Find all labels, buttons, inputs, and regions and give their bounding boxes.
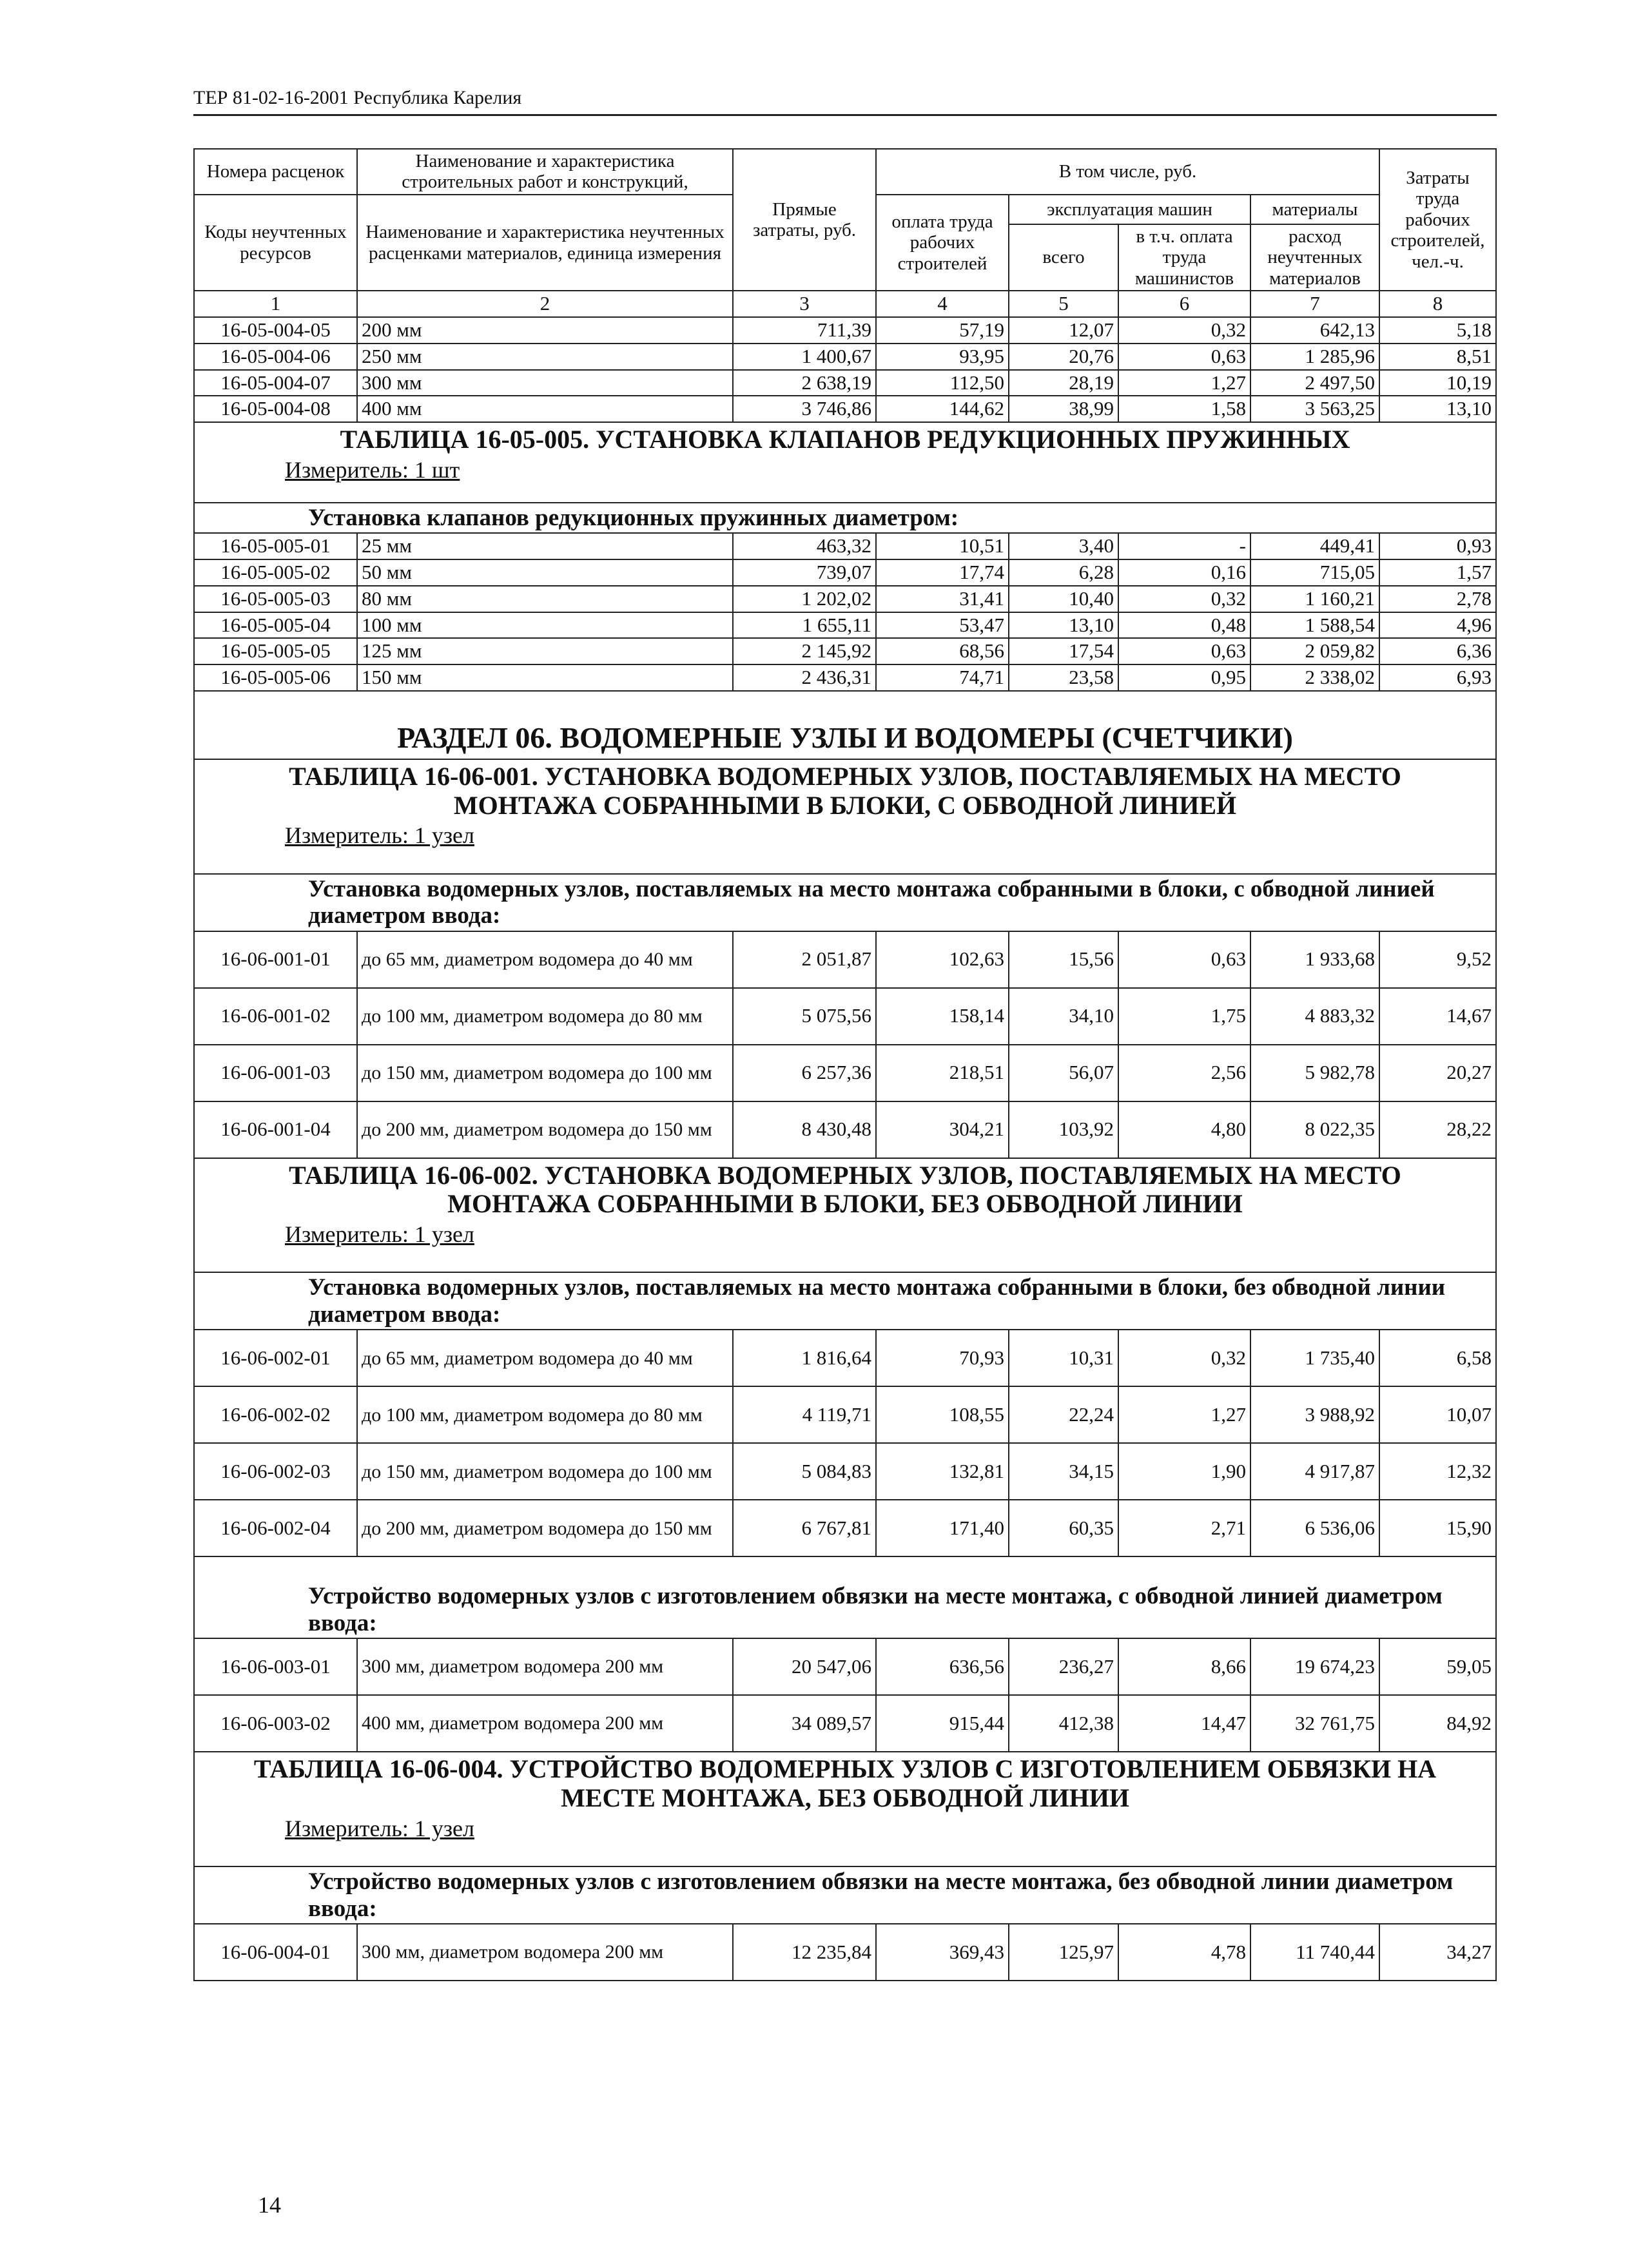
cell-direct-costs: 711,39 xyxy=(733,317,876,344)
cell-labor-costs: 84,92 xyxy=(1379,1695,1496,1752)
table-16-06-004 xyxy=(194,1752,1496,1924)
cell-work-name: 250 мм xyxy=(357,344,733,370)
cell-machines-wages: 0,63 xyxy=(1118,931,1250,988)
table-row xyxy=(194,988,1496,1045)
cell-machines-wages: 1,27 xyxy=(1118,1386,1250,1443)
cell-machines-wages: 1,75 xyxy=(1118,988,1250,1045)
cell-labor-costs: 13,10 xyxy=(1379,396,1496,422)
cell-machines-wages: 2,56 xyxy=(1118,1045,1250,1101)
cell-machines-total: 15,56 xyxy=(1009,931,1118,988)
cell-machines-wages: 0,95 xyxy=(1118,664,1250,691)
cell-work-name: 125 мм xyxy=(357,638,733,664)
cell-materials: 19 674,23 xyxy=(1250,1638,1379,1695)
table-row xyxy=(194,1386,1496,1443)
measure-text: Измеритель: 1 узел xyxy=(285,1815,474,1841)
cell-materials: 8 022,35 xyxy=(1250,1101,1379,1158)
cell-labor-costs: 12,32 xyxy=(1379,1443,1496,1500)
col-num: 2 xyxy=(357,291,733,317)
cell-machines-total: 23,58 xyxy=(1009,664,1118,691)
cell-machines-wages: 14,47 xyxy=(1118,1695,1250,1752)
cell-machines-total: 10,31 xyxy=(1009,1330,1118,1386)
rows-16-06-003 xyxy=(194,1638,1496,1752)
hdr-wages: оплата труда рабочих строителей xyxy=(876,195,1009,291)
cell-rate-code: 16-05-004-05 xyxy=(194,317,357,344)
cell-rate-code: 16-06-004-01 xyxy=(194,1924,357,1981)
cell-wages: 31,41 xyxy=(876,586,1009,612)
cell-direct-costs: 5 075,56 xyxy=(733,988,876,1045)
cell-rate-code: 16-06-003-02 xyxy=(194,1695,357,1752)
rows-16-06-002 xyxy=(194,1330,1496,1556)
table-caption xyxy=(194,1158,1496,1221)
group-title: Установка водомерных узлов, поставляемых на место монтажа собранными в блоки, с обводной линией диаметром ввода: xyxy=(194,874,1496,931)
table-row xyxy=(194,1101,1496,1158)
cell-labor-costs: 10,07 xyxy=(1379,1386,1496,1443)
cell-work-name: до 200 мм, диаметром водомера до 150 мм xyxy=(357,1101,733,1158)
section-06 xyxy=(194,691,1496,759)
table-row xyxy=(194,664,1496,691)
cell-wages: 158,14 xyxy=(876,988,1009,1045)
cell-labor-costs: 9,52 xyxy=(1379,931,1496,988)
cell-wages: 102,63 xyxy=(876,931,1009,988)
cell-direct-costs: 6 257,36 xyxy=(733,1045,876,1101)
cell-wages: 218,51 xyxy=(876,1045,1009,1101)
cell-direct-costs: 5 084,83 xyxy=(733,1443,876,1500)
cell-labor-costs: 15,90 xyxy=(1379,1500,1496,1556)
cell-labor-costs: 14,67 xyxy=(1379,988,1496,1045)
table-row xyxy=(194,533,1496,559)
cell-wages: 171,40 xyxy=(876,1500,1009,1556)
cell-wages: 68,56 xyxy=(876,638,1009,664)
table-row xyxy=(194,1500,1496,1556)
cell-machines-total: 12,07 xyxy=(1009,317,1118,344)
table-row xyxy=(194,586,1496,612)
table-row xyxy=(194,370,1496,396)
cell-wages: 304,21 xyxy=(876,1101,1009,1158)
cell-materials: 3 563,25 xyxy=(1250,396,1379,422)
table-16-06-001 xyxy=(194,759,1496,931)
cell-work-name: до 100 мм, диаметром водомера до 80 мм xyxy=(357,988,733,1045)
cell-materials: 1 285,96 xyxy=(1250,344,1379,370)
hdr-codes-bottom: Коды неучтенных ресурсов xyxy=(194,195,357,291)
measure-unit xyxy=(194,1814,1496,1866)
cell-machines-total: 103,92 xyxy=(1009,1101,1118,1158)
col-num: 7 xyxy=(1250,291,1379,317)
hdr-direct-costs: Прямые затраты, руб. xyxy=(733,149,876,291)
cell-wages: 93,95 xyxy=(876,344,1009,370)
cell-direct-costs: 6 767,81 xyxy=(733,1500,876,1556)
measure-text: Измеритель: 1 узел xyxy=(285,822,474,849)
rates-table xyxy=(193,148,1497,1981)
cell-rate-code: 16-06-001-04 xyxy=(194,1101,357,1158)
cell-labor-costs: 8,51 xyxy=(1379,344,1496,370)
table-16-05-005 xyxy=(194,422,1496,534)
cell-rate-code: 16-05-005-05 xyxy=(194,638,357,664)
cell-labor-costs: 6,36 xyxy=(1379,638,1496,664)
cell-machines-wages: 0,32 xyxy=(1118,317,1250,344)
cell-materials: 1 933,68 xyxy=(1250,931,1379,988)
cell-labor-costs: 0,93 xyxy=(1379,533,1496,559)
cell-direct-costs: 12 235,84 xyxy=(733,1924,876,1981)
table-row xyxy=(194,344,1496,370)
cell-machines-wages: 0,32 xyxy=(1118,586,1250,612)
cell-machines-total: 6,28 xyxy=(1009,559,1118,586)
cell-machines-total: 22,24 xyxy=(1009,1386,1118,1443)
col-num: 8 xyxy=(1379,291,1496,317)
measure-text: Измеритель: 1 узел xyxy=(285,1221,474,1248)
table-row xyxy=(194,1443,1496,1500)
group-title: Установка водомерных узлов, поставляемых на место монтажа собранными в блоки, без обводной линии диаметром ввода: xyxy=(194,1272,1496,1330)
page-number: 14 xyxy=(258,2192,281,2218)
cell-direct-costs: 34 089,57 xyxy=(733,1695,876,1752)
cell-rate-code: 16-06-002-04 xyxy=(194,1500,357,1556)
cell-machines-total: 34,15 xyxy=(1009,1443,1118,1500)
cell-wages: 636,56 xyxy=(876,1638,1009,1695)
cell-wages: 132,81 xyxy=(876,1443,1009,1500)
hdr-codes-top: Номера расценок xyxy=(194,149,357,195)
table-16-06-002 xyxy=(194,1158,1496,1330)
caption-line: ТАБЛИЦА 16-06-002. УСТАНОВКА ВОДОМЕРНЫХ УЗЛОВ, ПОСТАВЛЯЕМЫХ НА МЕСТО xyxy=(289,1160,1401,1190)
rows-16-05-004 xyxy=(194,317,1496,422)
cell-machines-wages: 1,90 xyxy=(1118,1443,1250,1500)
cell-machines-wages: 0,48 xyxy=(1118,612,1250,639)
table-row xyxy=(194,559,1496,586)
rows-16-05-005 xyxy=(194,533,1496,690)
cell-rate-code: 16-06-002-01 xyxy=(194,1330,357,1386)
section-title: РАЗДЕЛ 06. ВОДОМЕРНЫЕ УЗЛЫ И ВОДОМЕРЫ (СЧЕТЧИКИ) xyxy=(194,691,1496,759)
cell-direct-costs: 1 655,11 xyxy=(733,612,876,639)
rows-16-06-001 xyxy=(194,931,1496,1158)
cell-rate-code: 16-06-002-03 xyxy=(194,1443,357,1500)
cell-machines-total: 13,10 xyxy=(1009,612,1118,639)
cell-rate-code: 16-05-005-01 xyxy=(194,533,357,559)
cell-direct-costs: 739,07 xyxy=(733,559,876,586)
hdr-labor: Затраты труда рабочих строителей, чел.-ч. xyxy=(1379,149,1496,291)
cell-direct-costs: 2 145,92 xyxy=(733,638,876,664)
cell-machines-total: 56,07 xyxy=(1009,1045,1118,1101)
caption-line: МОНТАЖА СОБРАННЫМИ В БЛОКИ, С ОБВОДНОЙ ЛИНИЕЙ xyxy=(453,790,1237,820)
table-row xyxy=(194,612,1496,639)
cell-rate-code: 16-05-004-07 xyxy=(194,370,357,396)
measure-unit xyxy=(194,456,1496,503)
hdr-materials-unaccounted: расход неучтенных материалов xyxy=(1250,224,1379,291)
cell-direct-costs: 463,32 xyxy=(733,533,876,559)
cell-direct-costs: 3 746,86 xyxy=(733,396,876,422)
cell-materials: 1 588,54 xyxy=(1250,612,1379,639)
cell-materials: 2 059,82 xyxy=(1250,638,1379,664)
cell-materials: 2 497,50 xyxy=(1250,370,1379,396)
cell-labor-costs: 6,93 xyxy=(1379,664,1496,691)
cell-work-name: 300 мм, диаметром водомера 200 мм xyxy=(357,1924,733,1981)
cell-machines-wages: 0,16 xyxy=(1118,559,1250,586)
cell-direct-costs: 1 816,64 xyxy=(733,1330,876,1386)
table-row xyxy=(194,1924,1496,1981)
cell-wages: 915,44 xyxy=(876,1695,1009,1752)
table-caption xyxy=(194,1752,1496,1814)
table-header xyxy=(194,149,1496,317)
cell-wages: 17,74 xyxy=(876,559,1009,586)
caption-line: ТАБЛИЦА 16-06-004. УСТРОЙСТВО ВОДОМЕРНЫХ УЗЛОВ С ИЗГОТОВЛЕНИЕМ ОБВЯЗКИ НА xyxy=(253,1754,1437,1784)
cell-rate-code: 16-06-001-02 xyxy=(194,988,357,1045)
cell-machines-wages: 0,32 xyxy=(1118,1330,1250,1386)
table-row xyxy=(194,317,1496,344)
cell-direct-costs: 2 638,19 xyxy=(733,370,876,396)
rows-16-06-004 xyxy=(194,1924,1496,1981)
group-title: Устройство водомерных узлов с изготовлением обвязки на месте монтажа, с обводной линией диаметром ввода: xyxy=(194,1556,1496,1638)
cell-machines-total: 17,54 xyxy=(1009,638,1118,664)
table-row xyxy=(194,1045,1496,1101)
cell-direct-costs: 1 202,02 xyxy=(733,586,876,612)
cell-machines-total: 3,40 xyxy=(1009,533,1118,559)
measure-text: Измеритель: 1 шт xyxy=(285,456,460,483)
cell-machines-total: 10,40 xyxy=(1009,586,1118,612)
cell-machines-wages: - xyxy=(1118,533,1250,559)
cell-work-name: до 150 мм, диаметром водомера до 100 мм xyxy=(357,1045,733,1101)
hdr-machines: эксплуатация машин xyxy=(1009,195,1250,224)
cell-labor-costs: 59,05 xyxy=(1379,1638,1496,1695)
cell-rate-code: 16-06-003-01 xyxy=(194,1638,357,1695)
cell-direct-costs: 2 051,87 xyxy=(733,931,876,988)
cell-rate-code: 16-06-001-03 xyxy=(194,1045,357,1101)
measure-unit xyxy=(194,1220,1496,1272)
cell-machines-wages: 4,78 xyxy=(1118,1924,1250,1981)
cell-labor-costs: 5,18 xyxy=(1379,317,1496,344)
cell-wages: 74,71 xyxy=(876,664,1009,691)
group-title: Устройство водомерных узлов с изготовлением обвязки на месте монтажа, без обводной линии диаметром ввода: xyxy=(194,1866,1496,1924)
hdr-machines-wages: в т.ч. оплата труда машинистов xyxy=(1118,224,1250,291)
cell-materials: 32 761,75 xyxy=(1250,1695,1379,1752)
cell-work-name: до 100 мм, диаметром водомера до 80 мм xyxy=(357,1386,733,1443)
cell-machines-total: 236,27 xyxy=(1009,1638,1118,1695)
cell-wages: 70,93 xyxy=(876,1330,1009,1386)
group-title: Установка клапанов редукционных пружинных диаметром: xyxy=(194,503,1496,533)
col-num: 3 xyxy=(733,291,876,317)
cell-materials: 11 740,44 xyxy=(1250,1924,1379,1981)
cell-rate-code: 16-05-005-02 xyxy=(194,559,357,586)
cell-wages: 10,51 xyxy=(876,533,1009,559)
cell-materials: 449,41 xyxy=(1250,533,1379,559)
cell-machines-wages: 0,63 xyxy=(1118,638,1250,664)
cell-wages: 369,43 xyxy=(876,1924,1009,1981)
cell-machines-total: 38,99 xyxy=(1009,396,1118,422)
cell-machines-total: 28,19 xyxy=(1009,370,1118,396)
cell-work-name: 400 мм, диаметром водомера 200 мм xyxy=(357,1695,733,1752)
cell-rate-code: 16-05-005-06 xyxy=(194,664,357,691)
hdr-machines-total: всего xyxy=(1009,224,1118,291)
cell-work-name: до 65 мм, диаметром водомера до 40 мм xyxy=(357,1330,733,1386)
table-caption: ТАБЛИЦА 16-05-005. УСТАНОВКА КЛАПАНОВ РЕДУКЦИОННЫХ ПРУЖИННЫХ xyxy=(194,422,1496,456)
caption-line: ТАБЛИЦА 16-06-001. УСТАНОВКА ВОДОМЕРНЫХ УЗЛОВ, ПОСТАВЛЯЕМЫХ НА МЕСТО xyxy=(289,761,1401,791)
table-16-06-003 xyxy=(194,1556,1496,1638)
caption-line: МОНТАЖА СОБРАННЫМИ В БЛОКИ, БЕЗ ОБВОДНОЙ ЛИНИИ xyxy=(447,1189,1243,1219)
cell-work-name: 150 мм xyxy=(357,664,733,691)
cell-work-name: 80 мм xyxy=(357,586,733,612)
cell-work-name: до 150 мм, диаметром водомера до 100 мм xyxy=(357,1443,733,1500)
cell-labor-costs: 1,57 xyxy=(1379,559,1496,586)
cell-materials: 4 883,32 xyxy=(1250,988,1379,1045)
cell-materials: 715,05 xyxy=(1250,559,1379,586)
cell-labor-costs: 28,22 xyxy=(1379,1101,1496,1158)
cell-labor-costs: 10,19 xyxy=(1379,370,1496,396)
cell-work-name: 25 мм xyxy=(357,533,733,559)
cell-rate-code: 16-05-005-03 xyxy=(194,586,357,612)
cell-work-name: 50 мм xyxy=(357,559,733,586)
cell-direct-costs: 1 400,67 xyxy=(733,344,876,370)
cell-wages: 57,19 xyxy=(876,317,1009,344)
cell-machines-wages: 8,66 xyxy=(1118,1638,1250,1695)
table-row xyxy=(194,1695,1496,1752)
cell-wages: 53,47 xyxy=(876,612,1009,639)
cell-materials: 2 338,02 xyxy=(1250,664,1379,691)
cell-machines-wages: 4,80 xyxy=(1118,1101,1250,1158)
table-row xyxy=(194,638,1496,664)
measure-unit xyxy=(194,821,1496,873)
hdr-name-bottom: Наименование и характеристика неучтенных расценками материалов, единица измерения xyxy=(357,195,733,291)
col-num: 6 xyxy=(1118,291,1250,317)
running-header: ТЕР 81-02-16-2001 Республика Карелия xyxy=(193,87,1497,116)
cell-machines-wages: 1,58 xyxy=(1118,396,1250,422)
hdr-name-top: Наименование и характеристика строительных работ и конструкций, xyxy=(357,149,733,195)
cell-machines-total: 20,76 xyxy=(1009,344,1118,370)
table-row xyxy=(194,931,1496,988)
cell-wages: 144,62 xyxy=(876,396,1009,422)
col-num: 1 xyxy=(194,291,357,317)
cell-materials: 1 735,40 xyxy=(1250,1330,1379,1386)
cell-machines-total: 412,38 xyxy=(1009,1695,1118,1752)
cell-machines-wages: 2,71 xyxy=(1118,1500,1250,1556)
cell-machines-wages: 0,63 xyxy=(1118,344,1250,370)
hdr-including: В том числе, руб. xyxy=(876,149,1379,195)
cell-machines-total: 34,10 xyxy=(1009,988,1118,1045)
caption-line: МЕСТЕ МОНТАЖА, БЕЗ ОБВОДНОЙ ЛИНИИ xyxy=(561,1783,1129,1813)
cell-materials: 642,13 xyxy=(1250,317,1379,344)
col-num: 5 xyxy=(1009,291,1118,317)
cell-work-name: 100 мм xyxy=(357,612,733,639)
cell-machines-wages: 1,27 xyxy=(1118,370,1250,396)
cell-materials: 6 536,06 xyxy=(1250,1500,1379,1556)
cell-direct-costs: 4 119,71 xyxy=(733,1386,876,1443)
cell-materials: 3 988,92 xyxy=(1250,1386,1379,1443)
col-num: 4 xyxy=(876,291,1009,317)
cell-machines-total: 125,97 xyxy=(1009,1924,1118,1981)
cell-materials: 5 982,78 xyxy=(1250,1045,1379,1101)
cell-rate-code: 16-05-005-04 xyxy=(194,612,357,639)
cell-rate-code: 16-06-001-01 xyxy=(194,931,357,988)
cell-labor-costs: 20,27 xyxy=(1379,1045,1496,1101)
cell-labor-costs: 6,58 xyxy=(1379,1330,1496,1386)
table-row xyxy=(194,396,1496,422)
cell-work-name: 300 мм xyxy=(357,370,733,396)
cell-rate-code: 16-06-002-02 xyxy=(194,1386,357,1443)
cell-direct-costs: 2 436,31 xyxy=(733,664,876,691)
table-row xyxy=(194,1638,1496,1695)
cell-work-name: до 65 мм, диаметром водомера до 40 мм xyxy=(357,931,733,988)
hdr-materials: материалы xyxy=(1250,195,1379,224)
cell-work-name: до 200 мм, диаметром водомера до 150 мм xyxy=(357,1500,733,1556)
cell-direct-costs: 8 430,48 xyxy=(733,1101,876,1158)
cell-rate-code: 16-05-004-08 xyxy=(194,396,357,422)
cell-labor-costs: 4,96 xyxy=(1379,612,1496,639)
cell-work-name: 300 мм, диаметром водомера 200 мм xyxy=(357,1638,733,1695)
cell-materials: 4 917,87 xyxy=(1250,1443,1379,1500)
cell-rate-code: 16-05-004-06 xyxy=(194,344,357,370)
cell-wages: 108,55 xyxy=(876,1386,1009,1443)
cell-materials: 1 160,21 xyxy=(1250,586,1379,612)
cell-work-name: 200 мм xyxy=(357,317,733,344)
table-row xyxy=(194,1330,1496,1386)
cell-work-name: 400 мм xyxy=(357,396,733,422)
cell-labor-costs: 34,27 xyxy=(1379,1924,1496,1981)
cell-labor-costs: 2,78 xyxy=(1379,586,1496,612)
cell-direct-costs: 20 547,06 xyxy=(733,1638,876,1695)
cell-machines-total: 60,35 xyxy=(1009,1500,1118,1556)
cell-wages: 112,50 xyxy=(876,370,1009,396)
table-caption xyxy=(194,759,1496,822)
